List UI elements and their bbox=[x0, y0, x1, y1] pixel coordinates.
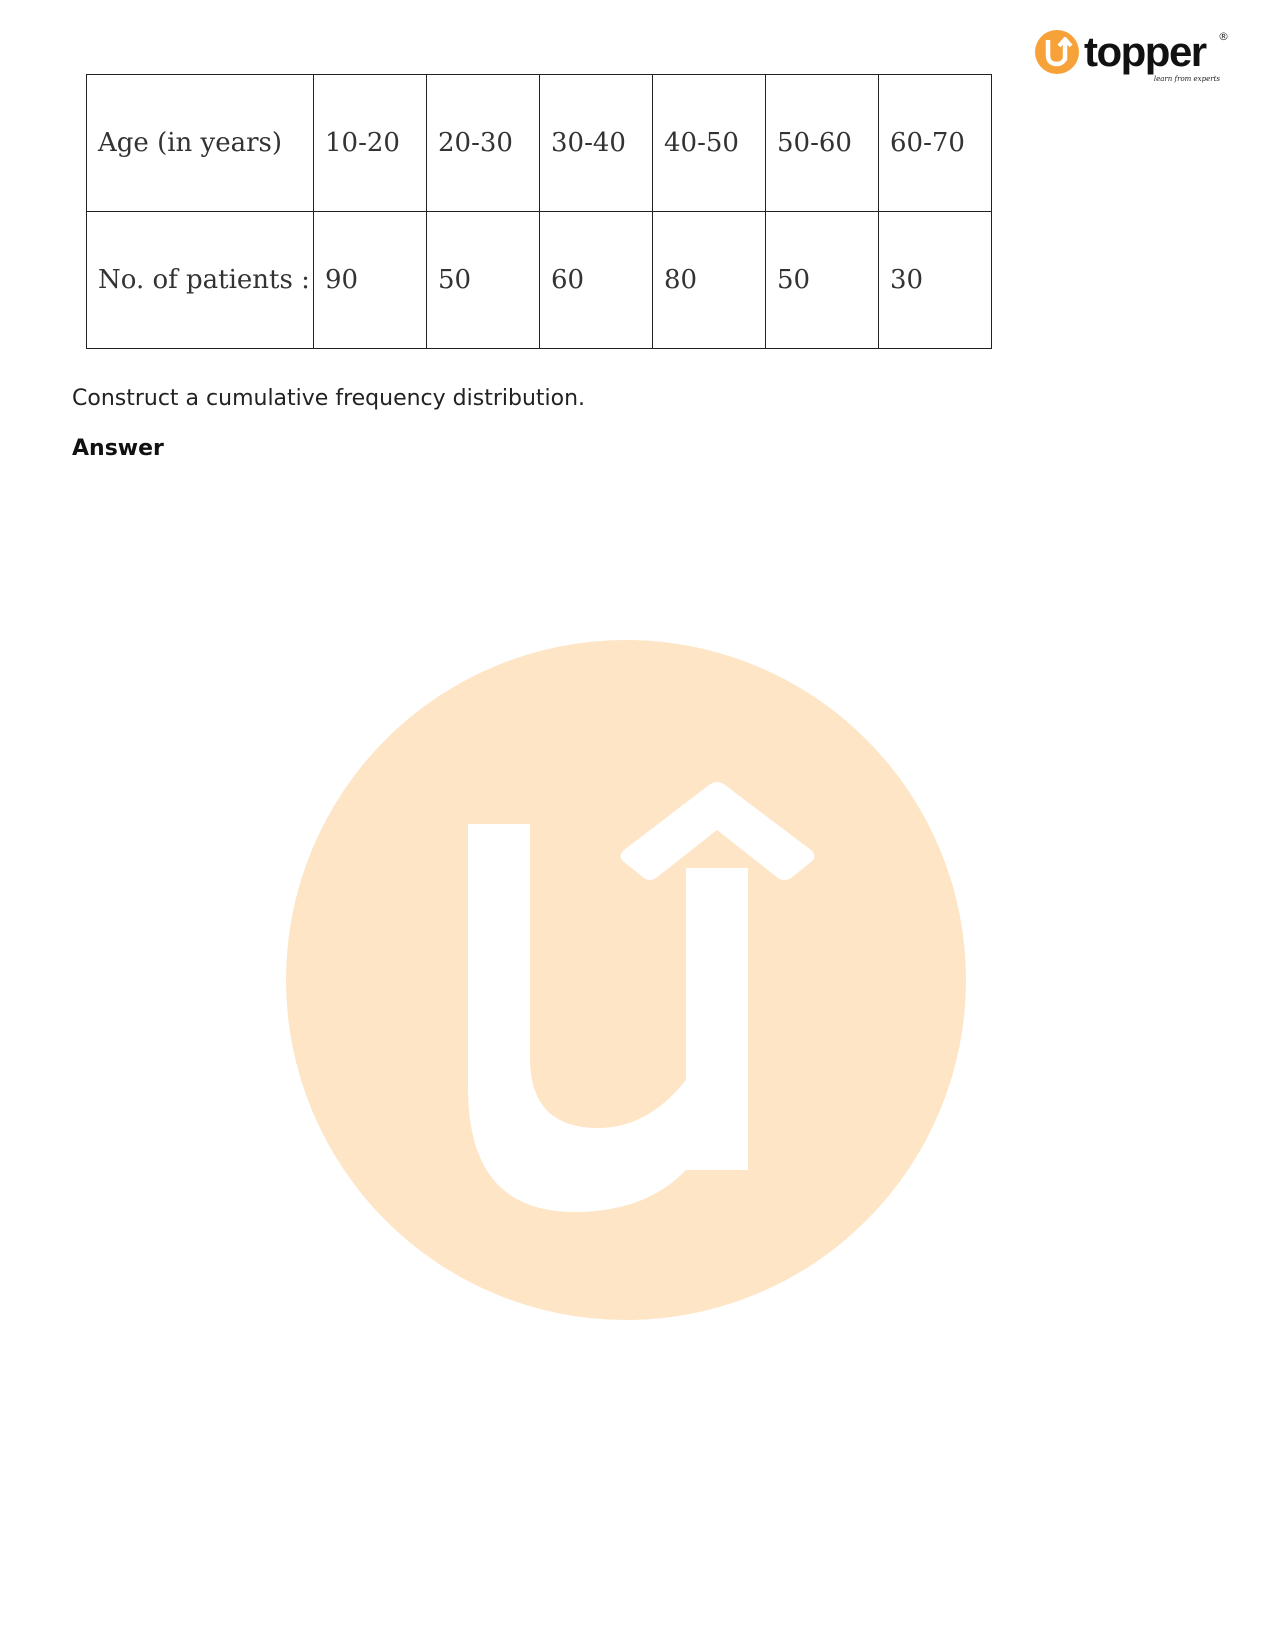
table-cell: 20-30 bbox=[427, 75, 540, 212]
table-cell: 90 bbox=[314, 212, 427, 349]
logo-tagline: learn from experts bbox=[1153, 75, 1220, 83]
table-cell: 50 bbox=[427, 212, 540, 349]
watermark-circle-icon bbox=[286, 640, 966, 1320]
table-cell: 40-50 bbox=[653, 75, 766, 212]
logo-circle-icon bbox=[1035, 30, 1079, 74]
table-row bbox=[87, 75, 992, 212]
topper-watermark bbox=[286, 640, 966, 1320]
question-text: Construct a cumulative frequency distribution. bbox=[72, 386, 586, 411]
table-cell: 10-20 bbox=[314, 75, 427, 212]
topper-logo bbox=[1032, 28, 1232, 88]
age-patients-table bbox=[86, 74, 992, 349]
row-header-patients: No. of patients : bbox=[87, 212, 314, 349]
table-cell: 60 bbox=[540, 212, 653, 349]
table-cell: 50-60 bbox=[766, 75, 879, 212]
answer-heading: Answer bbox=[72, 436, 164, 461]
table-cell: 80 bbox=[653, 212, 766, 349]
row-header-age: Age (in years) bbox=[87, 75, 314, 212]
table-cell: 60-70 bbox=[879, 75, 992, 212]
registered-mark: ® bbox=[1218, 30, 1229, 43]
table-cell: 30 bbox=[879, 212, 992, 349]
table-cell: 30-40 bbox=[540, 75, 653, 212]
table-cell: 50 bbox=[766, 212, 879, 349]
logo-wordmark: topper bbox=[1084, 28, 1206, 75]
table-row bbox=[87, 212, 992, 349]
